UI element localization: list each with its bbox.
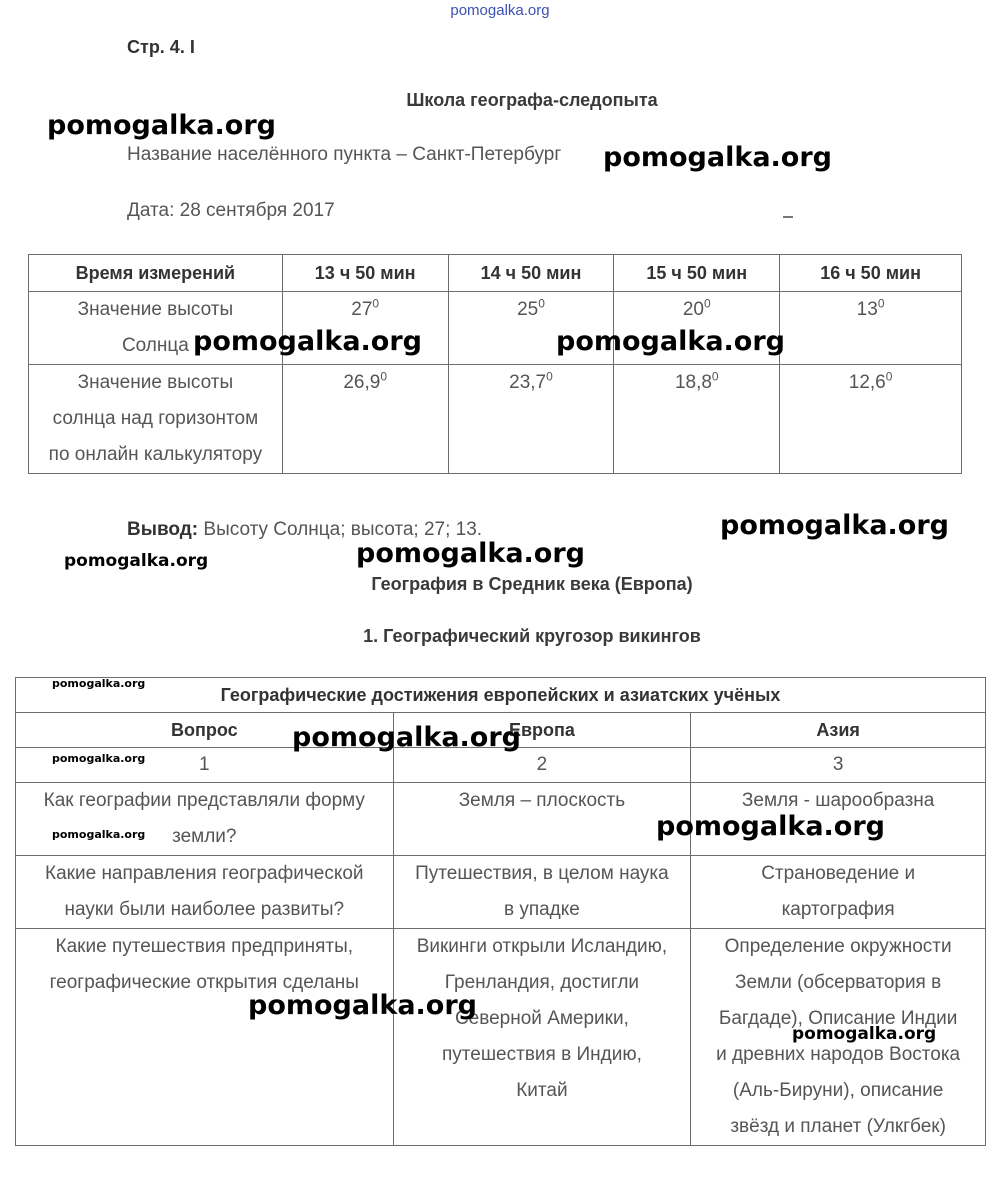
watermark: pomogalka.org [792,1024,937,1044]
question-cell [16,783,394,856]
number-cell: 3 [691,748,986,783]
cell-line: картография [781,899,895,920]
header-cell: Азия [691,713,986,748]
degree-mark: 0 [538,296,545,311]
watermark: pomogalka.org [556,326,785,357]
conclusion-label: Вывод: [127,519,199,540]
watermark: pomogalka.org [656,811,885,842]
place-line: Название населённого пункта – Санкт-Петербург [127,144,562,165]
cell-line: Определение окружности [724,936,952,957]
cell-line: Китай [516,1080,568,1101]
table-header-row [29,255,962,292]
header-cell: Вопрос [16,713,394,748]
section1-title: Школа географа-следопыта [406,90,658,110]
row-label-line: Солнца [121,335,189,356]
cell-line: Как географии представляли форму [43,790,365,811]
header-cell: Европа [393,713,691,748]
value: 18,8 [674,372,712,393]
cell-line: (Аль-Бируни), описание [732,1080,944,1101]
watermark: pomogalka.org [52,752,146,765]
europe-cell [393,856,691,929]
cell-line: Викинги открыли Исландию, [416,936,668,957]
cell-line: Земли (обсерватория в [735,972,942,993]
conclusion-text: Высоту Солнца; высота; 27; 13. [198,519,483,540]
cell-line: и древних народов Востока [716,1044,961,1065]
table-row [16,856,986,929]
table-row [29,292,962,365]
top-watermark[interactable]: pomogalka.org [450,2,550,19]
value: 26,9 [343,372,381,393]
header-cell: 15 ч 50 мин [614,255,780,292]
value-cell [780,292,962,365]
row-label [29,365,283,474]
degree-mark: 0 [372,296,380,311]
value-cell [282,365,448,474]
dash-mark [783,216,793,218]
watermark: pomogalka.org [356,538,585,569]
cell-line: Багдаде), Описание Индии [718,1008,958,1029]
europe-cell [393,783,691,856]
cell-line: Путешествия, в целом наука [415,863,669,884]
section2-subtitle: 1. Географический кругозор викингов [363,626,701,646]
page-label: Стр. 4. І [127,37,195,57]
value-cell [448,365,614,474]
value: 13 [856,299,878,320]
watermark: pomogalka.org [720,510,949,541]
cell-line: Страноведение и [761,863,916,884]
measurements-table [28,254,962,474]
watermark: pomogalka.org [47,110,276,141]
question-cell [16,929,394,1146]
value-cell [614,365,780,474]
degree-mark: 0 [546,369,553,384]
header-cell: 13 ч 50 мин [282,255,448,292]
cell-line: путешествия в Индию, [441,1044,642,1065]
question-cell [16,856,394,929]
value: 12,6 [848,372,886,393]
cell-line: Какие направления географической [45,863,364,884]
cell-line: земли? [172,826,237,847]
cell-line: науки были наиболее развиты? [64,899,345,920]
cell-line: Гренландия, достигли [444,972,640,993]
row-label-line: Значение высоты [77,299,234,320]
value: 23,7 [509,372,547,393]
europe-cell [393,929,691,1146]
number-cell: 2 [393,748,691,783]
cell-line: Северной Америки, [454,1008,629,1029]
cell-line: географические открытия сделаны [49,972,359,993]
degree-mark: 0 [704,296,711,311]
row-label-line: Значение высоты [77,372,234,393]
degree-mark: 0 [711,369,719,384]
header-cell: Время измерений [29,255,283,292]
cell-line: Земля - шарообразна [741,790,935,811]
watermark: pomogalka.org [52,677,146,690]
cell-line: звёзд и планет (Улкгбек) [730,1116,946,1137]
cell-line: Какие путешествия предприняты, [55,936,354,957]
cell-line: в упадке [503,899,580,920]
table-row [29,365,962,474]
degree-mark: 0 [380,369,388,384]
watermark: pomogalka.org [248,990,477,1021]
value: 20 [682,299,704,320]
watermark: pomogalka.org [193,326,422,357]
degree-mark: 0 [877,296,885,311]
value: 25 [517,299,539,320]
header-cell: 14 ч 50 мин [448,255,614,292]
degree-mark: 0 [885,369,893,384]
table-caption-row [16,678,986,713]
cell-line: Земля – плоскость [458,790,626,811]
number-cell: 1 [16,748,394,783]
row-label-line: по онлайн калькулятору [48,444,263,465]
watermark: pomogalka.org [603,142,832,173]
section2-title: География в Средник века (Европа) [371,574,693,594]
header-cell: 16 ч 50 мин [780,255,962,292]
row-label-line: солнца над горизонтом [52,408,259,429]
watermark: pomogalka.org [292,722,521,753]
value-cell [780,365,962,474]
asia-cell [691,856,986,929]
watermark: pomogalka.org [52,828,146,841]
table-caption: Географические достижения европейских и азиатских учёных [16,678,986,713]
date-line: Дата: 28 сентября 2017 [127,200,335,221]
watermark: pomogalka.org [64,551,209,571]
value: 27 [351,299,373,320]
